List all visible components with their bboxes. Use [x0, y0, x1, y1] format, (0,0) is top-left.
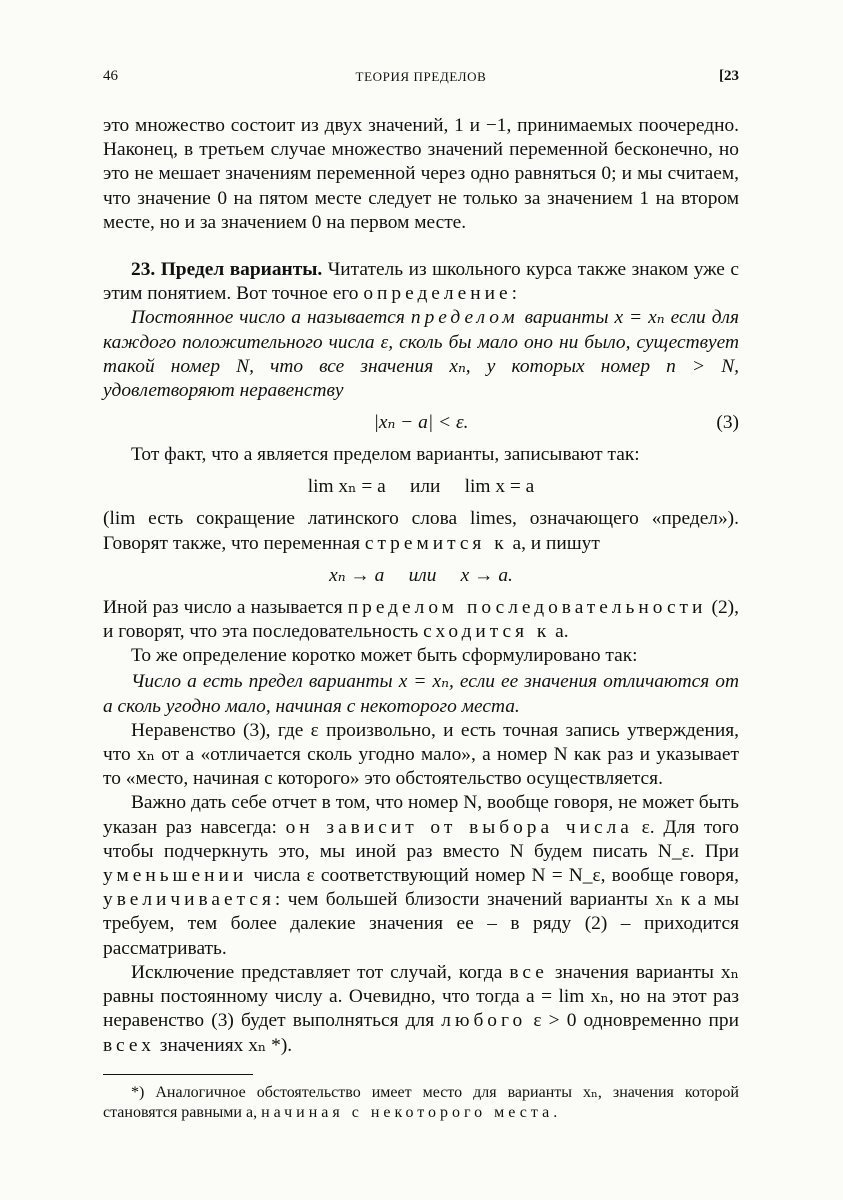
spaced-term-from-some-place: начиная с некоторого места: [261, 1103, 554, 1121]
paragraph-important-g: : чем большей близости значений варианты xₙ к a мы требуем, тем более далекие значения ее – в ряду (2) – приходится рассматривать.: [103, 889, 739, 959]
formula-tends-expression: xₙ → a или x → a.: [329, 564, 513, 586]
section-intro-colon: :: [511, 283, 517, 305]
spaced-term-depends: он зависит от выбора числа: [285, 816, 633, 838]
formula-3-number: (3): [716, 412, 739, 434]
spaced-term-sequence-limit: пределом последовательности: [347, 596, 707, 618]
paragraph-inequality: Неравенство (3), где ε произвольно, и есть точная запись утверждения, что xₙ от a «отличается сколь угодно мало», а номер N как раз и указывает то «место, начиная с которого» это обстоятельство осуществляется.: [103, 719, 739, 790]
paragraph-fact: Тот факт, что a является пределом варианты, записывают так:: [131, 444, 640, 466]
spaced-term-any: любого: [441, 1010, 527, 1032]
paragraph-sequence-c: (2), и говорят, что эта последовательность: [103, 596, 739, 643]
formula-tends: [103, 564, 739, 588]
paragraph-continuation: это множество состоит из двух значений, 1 и −1, принимаемых поочередно. Наконец, в третьем случае множество значений переменной бесконечно, но это не мешает значениям переменной через одно равняться 0; и мы считаем, что значение 0 на пятом месте следует не только за значением 1 на втором месте, но и за значением 0 на первом месте.: [103, 115, 739, 233]
spaced-term-decreasing: уменьшении: [103, 865, 248, 887]
limit-definition: [103, 306, 739, 403]
paragraph-sequence-e: a.: [550, 621, 569, 643]
formula-3-expression: |xₙ − a| < ε.: [373, 412, 469, 434]
paragraph-exception-e: ε > 0 одновременно при: [526, 1010, 739, 1032]
section-intro-text: Читатель из школьного курса также знаком уже с этим понятием. Вот точное его: [103, 259, 739, 305]
book-page: [103, 68, 739, 1123]
spaced-term-limit: пределом: [410, 307, 519, 329]
paragraph-important-e: числа ε соответствующий номер N = N_ε, вообще говоря,: [247, 865, 739, 887]
definition-part-a: Постоянное число a называется: [131, 307, 411, 329]
paragraph-lim: [103, 507, 739, 555]
spaced-term-definition: определение: [363, 283, 512, 305]
paragraph-sequence: [103, 596, 739, 644]
section-23-intro: [103, 258, 739, 306]
formula-lim-expression: lim xₙ = a или lim x = a: [307, 476, 535, 498]
footnote-divider: [103, 1074, 253, 1075]
spaced-term-converges: сходится к: [423, 621, 551, 643]
short-definition: Число a есть предел варианты x = xₙ, если ее значения отличаются от a сколь угодно мало, начиная с некоторого места.: [103, 671, 739, 717]
paragraph-lim-a: (lim есть сокращение латинского слова limes, означающего «предел»). Говорят также, что переменная: [103, 508, 739, 554]
paragraph-sequence-a: Иной раз число a называется: [103, 596, 348, 618]
formula-lim: [103, 475, 739, 499]
footnote: [103, 1083, 739, 1123]
paragraph-lim-c: a, и пишут: [507, 532, 600, 554]
paragraph-exception-c: значения варианты xₙ равны постоянному числу a. Очевидно, что тогда a = lim xₙ, но на этот раз неравенство (3) будет выполняться для: [103, 961, 739, 1032]
section-heading: 23. Предел варианты.: [131, 259, 323, 281]
spaced-term-tends: стремится к: [364, 532, 508, 554]
running-title: ТЕОРИЯ ПРЕДЕЛОВ: [355, 69, 487, 84]
paragraph-important-a: Важно дать себе отчет в том, что номер N, вообще говоря, не может быть указан раз навсегда:: [103, 792, 739, 838]
page-header: [103, 68, 739, 92]
spaced-term-all-values: всех: [103, 1034, 155, 1056]
spaced-term-increases: увеличивается: [103, 889, 275, 911]
paragraph-exception: [103, 961, 739, 1058]
page-number: 46: [103, 68, 118, 84]
paragraph-exception-a: Исключение представляет тот случай, когда: [131, 961, 510, 983]
section-marker: [23: [719, 68, 739, 84]
footnote-c: .: [553, 1103, 558, 1121]
page-body: [103, 114, 739, 1123]
spaced-term-all: все: [509, 961, 548, 983]
paragraph-important-c: ε. Для того чтобы подчеркнуть это, мы иной раз вместо N будем писать N_ε. При: [103, 816, 739, 862]
footnote-a: *) Аналогичное обстоятельство имеет место для варианты xₙ, значения которой становятся равными a,: [103, 1083, 739, 1121]
definition-part-c: варианты x = xₙ если для каждого положительного числа ε, сколь бы мало оно ни было, существует такой номер N, что все значения xₙ, у которых номер n > N, удовлетворяют неравенству: [103, 307, 739, 402]
paragraph-exception-g: значениях xₙ *).: [154, 1034, 293, 1056]
formula-3: [103, 411, 739, 435]
paragraph-short: То же определение коротко может быть сформулировано так:: [131, 645, 638, 667]
paragraph-important: [103, 791, 739, 960]
